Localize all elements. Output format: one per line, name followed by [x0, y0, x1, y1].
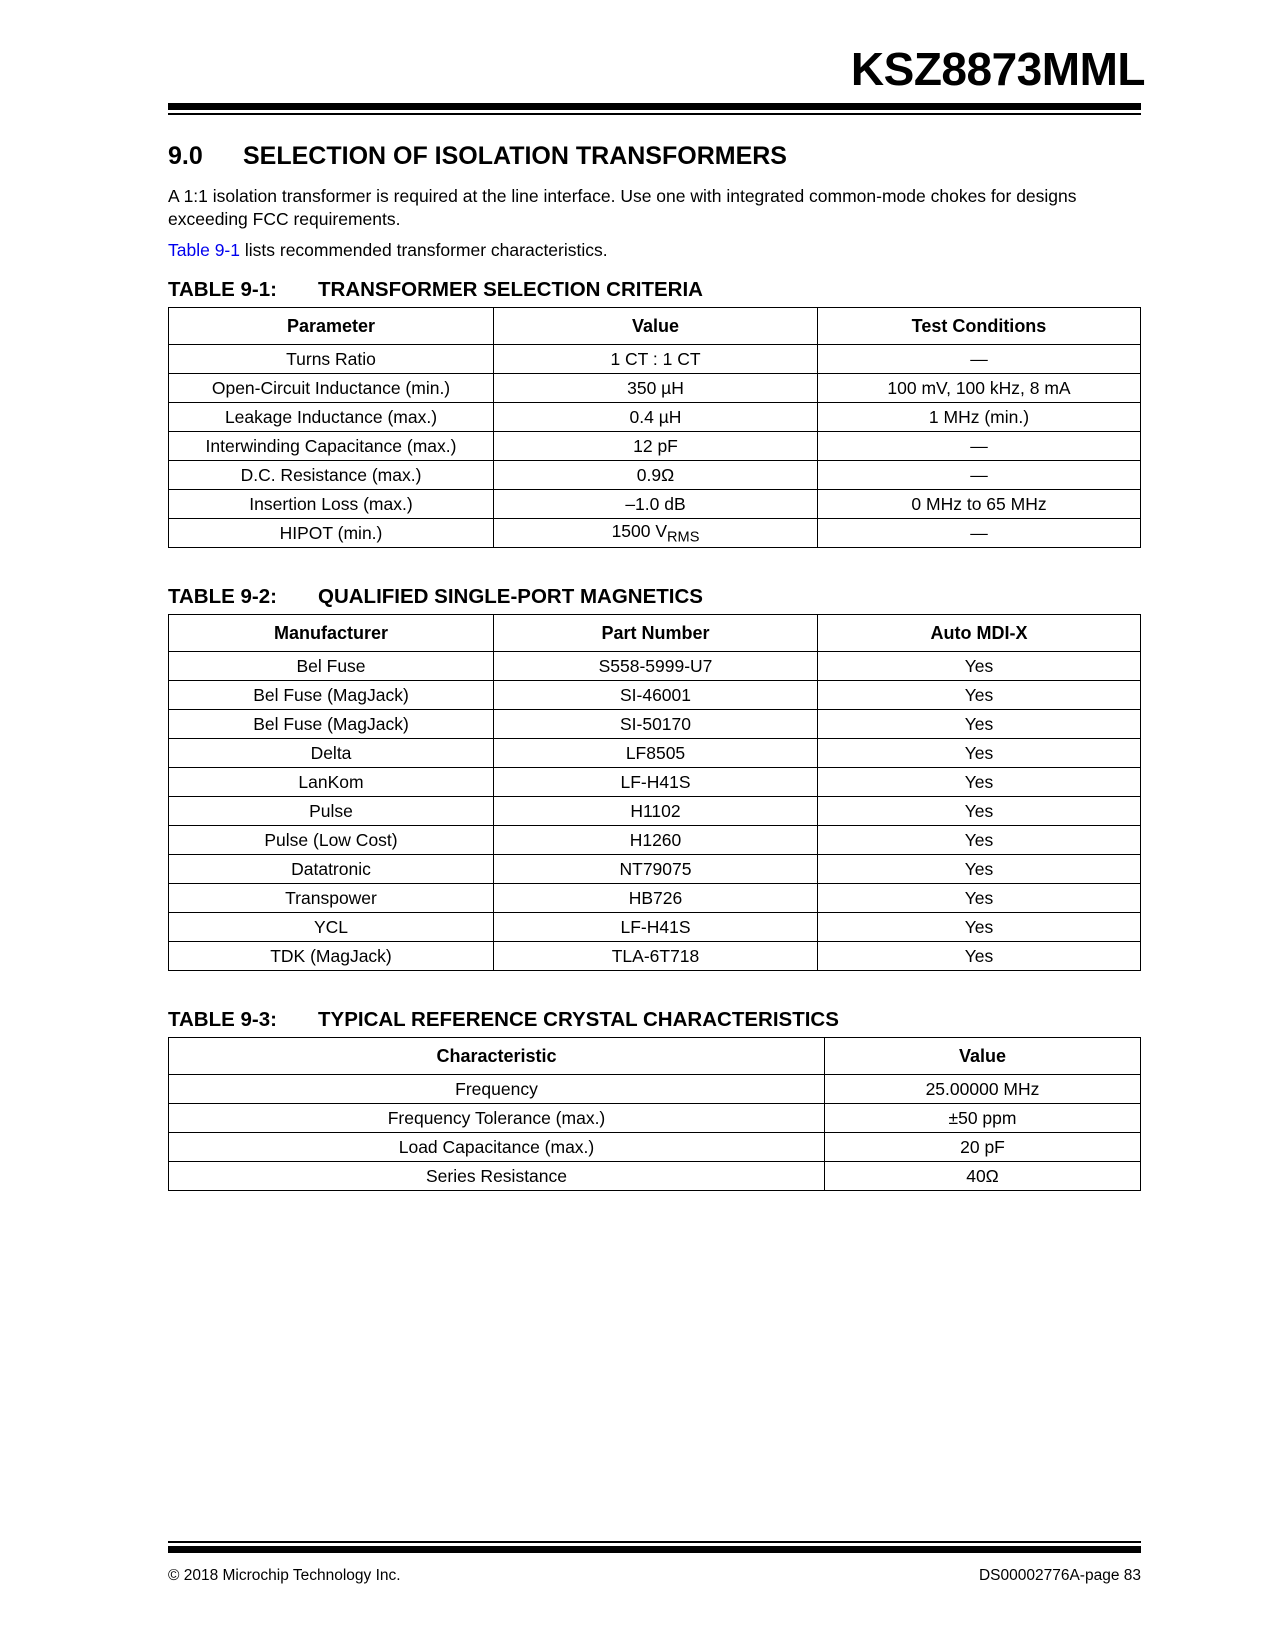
header-rule-thin	[168, 113, 1141, 115]
table-cell: S558-5999-U7	[494, 652, 818, 681]
table-row	[169, 826, 1141, 855]
table-row	[169, 710, 1141, 739]
table-9-3-caption	[168, 1008, 839, 1032]
table-cell: SI-50170	[494, 710, 818, 739]
table-cell: Yes	[818, 913, 1141, 942]
table-cell: Transpower	[169, 884, 494, 913]
table-cell: —	[818, 519, 1141, 548]
column-header: Part Number	[494, 615, 818, 652]
table-cell: Yes	[818, 942, 1141, 971]
table-header-row	[169, 615, 1141, 652]
header-rule-thick	[168, 103, 1141, 110]
transformer-selection-table	[168, 307, 1141, 548]
table-cell: Yes	[818, 826, 1141, 855]
table-cell: Bel Fuse (MagJack)	[169, 681, 494, 710]
table-header-row	[169, 1038, 1141, 1075]
table-row	[169, 1104, 1141, 1133]
table-row	[169, 942, 1141, 971]
hipot-subscript: RMS	[667, 529, 700, 546]
table-9-1-caption	[168, 278, 703, 302]
table-9-3-number: TABLE 9-3:	[168, 1008, 277, 1031]
table-cell: LanKom	[169, 768, 494, 797]
table-cell: —	[818, 461, 1141, 490]
table-cell: LF-H41S	[494, 913, 818, 942]
table-cell: –1.0 dB	[494, 490, 818, 519]
table-cell: Frequency	[169, 1075, 825, 1104]
table-row	[169, 490, 1141, 519]
table-row	[169, 461, 1141, 490]
table-row	[169, 519, 1141, 548]
table-cell: H1102	[494, 797, 818, 826]
column-header: Characteristic	[169, 1038, 825, 1075]
table-cell: Yes	[818, 652, 1141, 681]
table-cell: TDK (MagJack)	[169, 942, 494, 971]
table-9-3-title: TYPICAL REFERENCE CRYSTAL CHARACTERISTICS	[318, 1008, 839, 1031]
table-cell: 25.00000 MHz	[825, 1075, 1141, 1104]
copyright-notice: © 2018 Microchip Technology Inc.	[168, 1567, 401, 1584]
table-cell: Open-Circuit Inductance (min.)	[169, 374, 494, 403]
table-cell: 100 mV, 100 kHz, 8 mA	[818, 374, 1141, 403]
table-cell: Delta	[169, 739, 494, 768]
table-cell: Frequency Tolerance (max.)	[169, 1104, 825, 1133]
table-cell: Leakage Inductance (max.)	[169, 403, 494, 432]
table-cell: 0 MHz to 65 MHz	[818, 490, 1141, 519]
table-row	[169, 1162, 1141, 1191]
table-header-row	[169, 308, 1141, 345]
page-number: DS00002776A-page 83	[978, 1567, 1141, 1584]
magnetics-table	[168, 614, 1141, 971]
table-cell: H1260	[494, 826, 818, 855]
table-cell: Yes	[818, 768, 1141, 797]
column-header: Parameter	[169, 308, 494, 345]
table-cell: 20 pF	[825, 1133, 1141, 1162]
table-cell: Insertion Loss (max.)	[169, 490, 494, 519]
table-cell: ±50 ppm	[825, 1104, 1141, 1133]
section-number: 9.0	[168, 142, 203, 170]
document-title: KSZ8873MML	[850, 43, 1145, 95]
table-reference-text: lists recommended transformer characteristics.	[240, 240, 608, 260]
table-cell: Pulse (Low Cost)	[169, 826, 494, 855]
table-row	[169, 374, 1141, 403]
table-cell: Turns Ratio	[169, 345, 494, 374]
table-row	[169, 913, 1141, 942]
table-cell: 1 MHz (min.)	[818, 403, 1141, 432]
table-row	[169, 739, 1141, 768]
table-9-2-title: QUALIFIED SINGLE-PORT MAGNETICS	[318, 585, 703, 608]
table-cell: NT79075	[494, 855, 818, 884]
table-row	[169, 768, 1141, 797]
table-row	[169, 1075, 1141, 1104]
table-cell: Yes	[818, 681, 1141, 710]
table-cell: Yes	[818, 797, 1141, 826]
table-row	[169, 345, 1141, 374]
hipot-value: 1500 V	[611, 520, 668, 541]
table-9-1-title: TRANSFORMER SELECTION CRITERIA	[318, 278, 703, 301]
table-cell: 350 µH	[494, 374, 818, 403]
table-row	[169, 652, 1141, 681]
table-row	[169, 797, 1141, 826]
column-header: Value	[825, 1038, 1141, 1075]
table-cell: HB726	[494, 884, 818, 913]
table-cell: 40Ω	[825, 1162, 1141, 1191]
table-9-1-link[interactable]: Table 9-1	[168, 240, 240, 260]
table-cell: 1 CT : 1 CT	[494, 345, 818, 374]
table-row	[169, 432, 1141, 461]
table-cell	[494, 519, 818, 548]
intro-paragraph: A 1:1 isolation transformer is required at the line interface. Use one with integrated common-mode chokes for designs exceeding FCC requirements.	[168, 186, 1077, 229]
section-title: SELECTION OF ISOLATION TRANSFORMERS	[243, 142, 787, 170]
table-cell: Yes	[818, 739, 1141, 768]
column-header: Manufacturer	[169, 615, 494, 652]
section-heading	[168, 142, 787, 171]
table-cell: TLA-6T718	[494, 942, 818, 971]
table-cell: SI-46001	[494, 681, 818, 710]
table-row	[169, 1133, 1141, 1162]
table-cell: 12 pF	[494, 432, 818, 461]
footer-rule-thin	[168, 1541, 1141, 1543]
table-cell: 0.4 µH	[494, 403, 818, 432]
table-cell: D.C. Resistance (max.)	[169, 461, 494, 490]
table-cell: —	[818, 432, 1141, 461]
table-cell: Datatronic	[169, 855, 494, 884]
table-cell: Bel Fuse	[169, 652, 494, 681]
table-row	[169, 403, 1141, 432]
table-cell: HIPOT (min.)	[169, 519, 494, 548]
table-cell: Series Resistance	[169, 1162, 825, 1191]
table-cell: Yes	[818, 855, 1141, 884]
table-cell: Bel Fuse (MagJack)	[169, 710, 494, 739]
footer-rule-thick	[168, 1546, 1141, 1553]
column-header: Auto MDI-X	[818, 615, 1141, 652]
table-row	[169, 681, 1141, 710]
table-row	[169, 884, 1141, 913]
table-cell: Yes	[818, 884, 1141, 913]
table-cell: Load Capacitance (max.)	[169, 1133, 825, 1162]
crystal-characteristics-table	[168, 1037, 1141, 1191]
table-cell: YCL	[169, 913, 494, 942]
table-cell: Interwinding Capacitance (max.)	[169, 432, 494, 461]
table-reference-paragraph	[168, 239, 1143, 262]
table-cell: Yes	[818, 710, 1141, 739]
table-row	[169, 855, 1141, 884]
table-cell: —	[818, 345, 1141, 374]
table-cell: 0.9Ω	[494, 461, 818, 490]
table-9-2-number: TABLE 9-2:	[168, 585, 277, 608]
table-cell: LF-H41S	[494, 768, 818, 797]
table-cell: Pulse	[169, 797, 494, 826]
column-header: Test Conditions	[818, 308, 1141, 345]
table-cell: LF8505	[494, 739, 818, 768]
table-9-2-caption	[168, 585, 703, 609]
column-header: Value	[494, 308, 818, 345]
table-9-1-number: TABLE 9-1:	[168, 278, 277, 301]
